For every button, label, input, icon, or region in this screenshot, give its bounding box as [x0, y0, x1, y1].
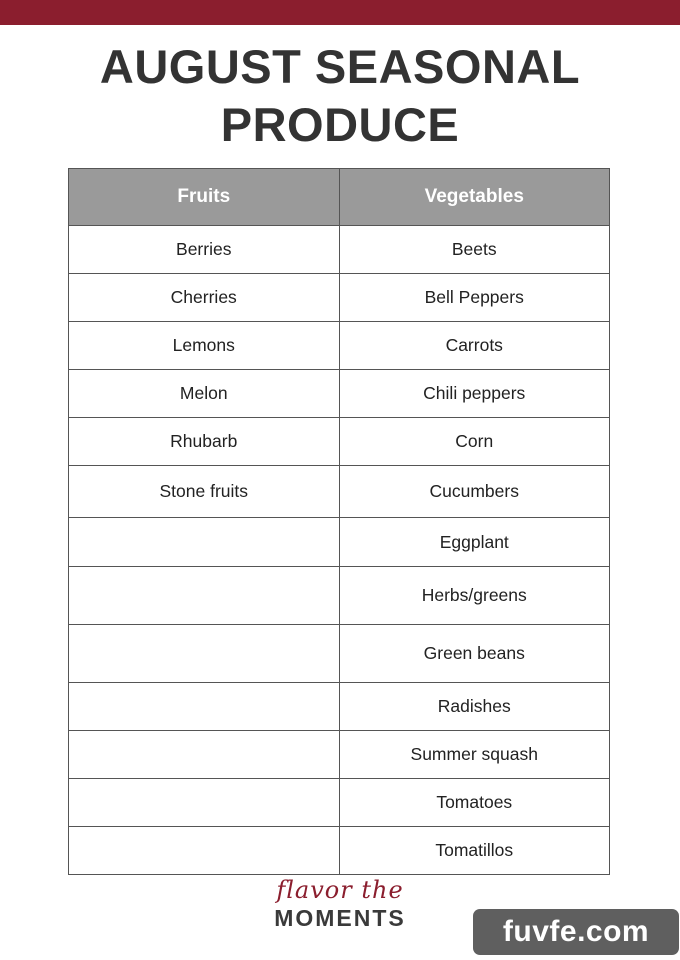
- fruit-cell: [69, 625, 340, 683]
- table-row: [69, 418, 610, 466]
- table-row: [69, 370, 610, 418]
- watermark-badge: fuvfe.com: [473, 909, 679, 955]
- table-body: [69, 226, 610, 875]
- fruit-cell: [69, 683, 340, 731]
- table-header-row: [69, 169, 610, 226]
- table-row: [69, 567, 610, 625]
- table-row: [69, 731, 610, 779]
- page-title: [0, 38, 680, 154]
- vegetable-cell: Cucumbers: [339, 466, 610, 518]
- vegetable-cell: Green beans: [339, 625, 610, 683]
- fruit-cell: Rhubarb: [69, 418, 340, 466]
- produce-table: [68, 168, 610, 875]
- fruit-cell: Melon: [69, 370, 340, 418]
- page-title-line-2: PRODUCE: [220, 98, 460, 151]
- vegetable-cell: Herbs/greens: [339, 567, 610, 625]
- vegetable-cell: Beets: [339, 226, 610, 274]
- table-row: [69, 322, 610, 370]
- fruit-cell: [69, 518, 340, 567]
- fruit-cell: Stone fruits: [69, 466, 340, 518]
- top-accent-bar: [0, 0, 680, 25]
- table-row: [69, 274, 610, 322]
- vegetable-cell: Eggplant: [339, 518, 610, 567]
- table-row: [69, 779, 610, 827]
- column-header-fruits: Fruits: [69, 169, 340, 226]
- fruit-cell: Lemons: [69, 322, 340, 370]
- vegetable-cell: Chili peppers: [339, 370, 610, 418]
- vegetable-cell: Radishes: [339, 683, 610, 731]
- table-row: [69, 625, 610, 683]
- fruit-cell: Berries: [69, 226, 340, 274]
- table-row: [69, 683, 610, 731]
- table-row: [69, 518, 610, 567]
- logo-wordmark: MOMENTS: [274, 905, 406, 931]
- fruit-cell: [69, 827, 340, 875]
- logo-script-text: flavor the: [276, 876, 404, 904]
- vegetable-cell: Summer squash: [339, 731, 610, 779]
- vegetable-cell: Bell Peppers: [339, 274, 610, 322]
- table-row: [69, 226, 610, 274]
- flavor-the-moments-logo: [240, 876, 440, 942]
- fruit-cell: [69, 731, 340, 779]
- vegetable-cell: Tomatoes: [339, 779, 610, 827]
- fruit-cell: [69, 779, 340, 827]
- fruit-cell: Cherries: [69, 274, 340, 322]
- vegetable-cell: Carrots: [339, 322, 610, 370]
- vegetable-cell: Corn: [339, 418, 610, 466]
- table-row: [69, 827, 610, 875]
- table-row: [69, 466, 610, 518]
- vegetable-cell: Tomatillos: [339, 827, 610, 875]
- fruit-cell: [69, 567, 340, 625]
- page-title-line-1: AUGUST SEASONAL: [99, 40, 581, 93]
- column-header-vegetables: Vegetables: [339, 169, 610, 226]
